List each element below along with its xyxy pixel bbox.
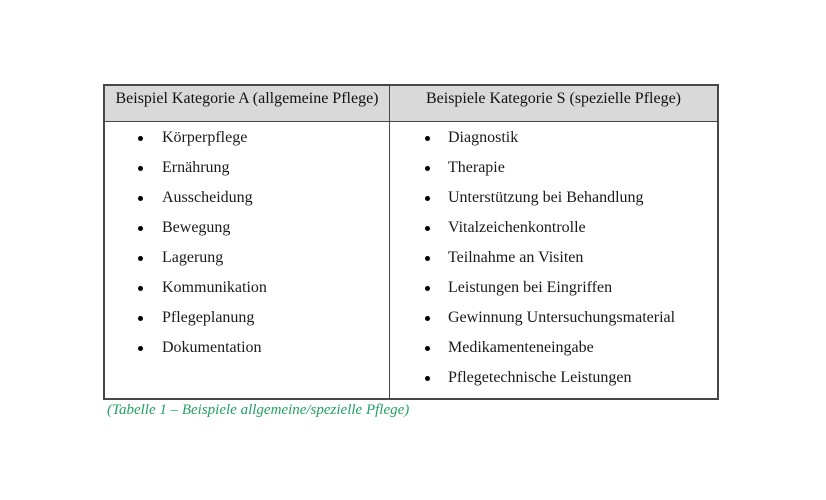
column-allgemeine-pflege — [105, 122, 390, 398]
item-label: Lagerung — [162, 249, 224, 266]
item-label: Bewegung — [162, 219, 231, 236]
header-cell-kategorie-s — [390, 86, 717, 121]
bullet-icon — [425, 166, 430, 171]
list-item — [105, 183, 389, 213]
list-item — [390, 363, 717, 393]
list-item — [390, 333, 717, 363]
pflege-categories-table — [103, 84, 719, 400]
table-header-row — [105, 86, 717, 122]
bullet-icon — [425, 376, 430, 381]
list-item — [390, 213, 717, 243]
list-item — [390, 243, 717, 273]
item-label: Vitalzeichenkontrolle — [448, 219, 586, 236]
bullet-icon — [138, 136, 143, 141]
list-item — [105, 153, 389, 183]
item-label: Unterstützung bei Behandlung — [448, 189, 644, 206]
bullet-icon — [138, 256, 143, 261]
item-label: Pflegeplanung — [162, 309, 255, 326]
bullet-icon — [138, 316, 143, 321]
bullet-icon — [138, 196, 143, 201]
table-caption: (Tabelle 1 – Beispiele allgemeine/spezielle Pflege) — [107, 402, 410, 418]
item-label: Medikamenteneingabe — [448, 339, 594, 356]
list-item — [390, 273, 717, 303]
list-item — [390, 183, 717, 213]
list-item — [390, 123, 717, 153]
bullet-icon — [138, 286, 143, 291]
bullet-icon — [425, 256, 430, 261]
header-label-kategorie-a: Beispiel Kategorie A (allgemeine Pflege) — [115, 90, 379, 107]
item-label: Dokumentation — [162, 339, 262, 356]
bullet-icon — [425, 196, 430, 201]
item-label: Ernährung — [162, 159, 230, 176]
item-label: Teilnahme an Visiten — [448, 249, 584, 266]
bullet-icon — [138, 226, 143, 231]
header-cell-kategorie-a — [105, 86, 390, 121]
column-spezielle-pflege — [390, 122, 717, 398]
list-item — [105, 213, 389, 243]
item-label: Ausscheidung — [162, 189, 253, 206]
item-label: Kommunikation — [162, 279, 267, 296]
list-item — [105, 123, 389, 153]
bullet-icon — [425, 316, 430, 321]
list-item — [390, 153, 717, 183]
item-label: Gewinnung Untersuchungsmaterial — [448, 309, 676, 326]
list-item — [105, 273, 389, 303]
header-label-kategorie-s: Beispiele Kategorie S (spezielle Pflege) — [425, 90, 681, 107]
table-body — [105, 122, 717, 398]
bullet-icon — [138, 166, 143, 171]
bullet-icon — [425, 226, 430, 231]
bullet-icon — [425, 346, 430, 351]
bullet-icon — [425, 136, 430, 141]
item-label: Leistungen bei Eingriffen — [448, 279, 613, 296]
item-label: Körperpflege — [162, 129, 248, 146]
list-item — [390, 303, 717, 333]
list-item — [105, 333, 389, 363]
item-label: Diagnostik — [448, 129, 519, 146]
item-label: Therapie — [448, 159, 505, 176]
item-label: Pflegetechnische Leistungen — [448, 369, 632, 386]
list-item — [105, 303, 389, 333]
bullet-icon — [138, 346, 143, 351]
bullet-icon — [425, 286, 430, 291]
list-item — [105, 243, 389, 273]
